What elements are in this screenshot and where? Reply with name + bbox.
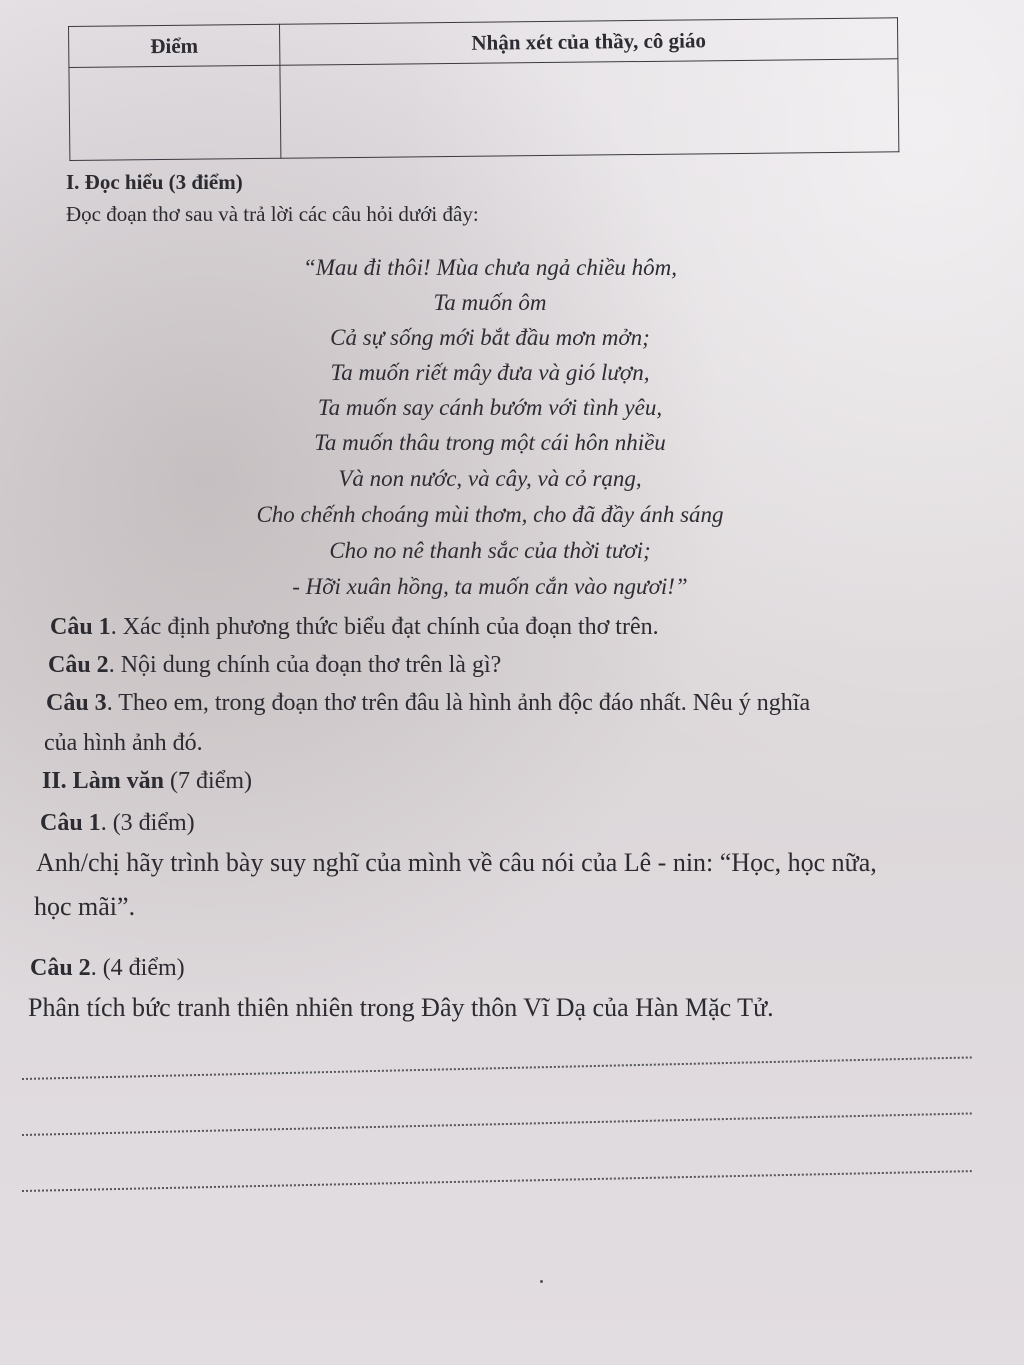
question-2-1-text-continued: học mãi”.	[34, 892, 136, 921]
question-points: . (3 điểm)	[100, 810, 195, 836]
question-label: Câu 2	[30, 955, 91, 981]
question-2-1-text: Anh/chị hãy trình bày suy nghĩ của mình về câu nói của Lê - nin: “Học, học nữa,	[36, 848, 877, 877]
poem-line: Cho chếnh choáng mùi thơm, cho đã đầy ánh sáng	[256, 502, 724, 527]
question-2-2-heading	[30, 955, 185, 982]
section2-heading	[42, 768, 252, 795]
section2-heading-bold: II. Làm văn	[42, 768, 165, 794]
section2-heading-points: (7 điểm)	[164, 768, 253, 794]
question-1-2	[48, 652, 501, 679]
answer-line[interactable]	[22, 1056, 972, 1080]
score-cell	[69, 65, 281, 160]
question-text: . Nội dung chính của đoạn thơ trên là gì?	[108, 652, 502, 678]
poem-line: Ta muốn say cánh bướm với tình yêu,	[317, 395, 663, 420]
question-2-1-heading	[40, 810, 195, 837]
score-header: Điểm	[69, 24, 280, 67]
answer-line[interactable]	[22, 1170, 972, 1192]
teacher-comment-cell	[280, 59, 899, 158]
teacher-comment-header: Nhận xét của thầy, cô giáo	[279, 18, 897, 65]
answer-line[interactable]	[22, 1112, 972, 1136]
question-label: Câu 2	[48, 652, 109, 678]
question-label: Câu 1	[50, 614, 111, 640]
question-label: Câu 1	[40, 810, 101, 836]
question-1-1	[50, 614, 659, 641]
poem-line: Ta muốn thâu trong một cái hôn nhiều	[314, 430, 666, 455]
poem-line: Ta muốn riết mây đưa và gió lượn,	[330, 360, 650, 385]
question-text: . Xác định phương thức biểu đạt chính của đoạn thơ trên.	[110, 614, 659, 640]
question-points: . (4 điểm)	[90, 955, 185, 981]
section1-instruction: Đọc đoạn thơ sau và trả lời các câu hỏi dưới đây:	[66, 202, 479, 226]
poem-line: Cả sự sống mới bắt đầu mơn mởn;	[330, 325, 650, 350]
question-2-2-text: Phân tích bức tranh thiên nhiên trong Đây thôn Vĩ Dạ của Hàn Mặc Tử.	[28, 993, 774, 1022]
poem-line: Ta muốn ôm	[433, 290, 547, 315]
poem-line: Cho no nê thanh sắc của thời tươi;	[329, 538, 651, 563]
grade-table	[68, 17, 899, 161]
section1-heading: I. Đọc hiểu (3 điểm)	[66, 170, 243, 194]
poem-line: - Hỡi xuân hồng, ta muốn cắn vào ngươi!”	[292, 574, 688, 599]
question-1-3-continued: của hình ảnh đó.	[44, 730, 203, 756]
question-label: Câu 3	[46, 690, 107, 716]
question-text: . Theo em, trong đoạn thơ trên đâu là hình ảnh độc đáo nhất. Nêu ý nghĩa	[106, 690, 811, 716]
paper-speck	[540, 1280, 543, 1283]
question-1-3	[46, 690, 810, 717]
grade-table-body-row	[69, 59, 899, 161]
poem-line: Và non nước, và cây, và cỏ rạng,	[338, 466, 642, 491]
poem-line: “Mau đi thôi! Mùa chưa ngả chiều hôm,	[302, 255, 678, 280]
